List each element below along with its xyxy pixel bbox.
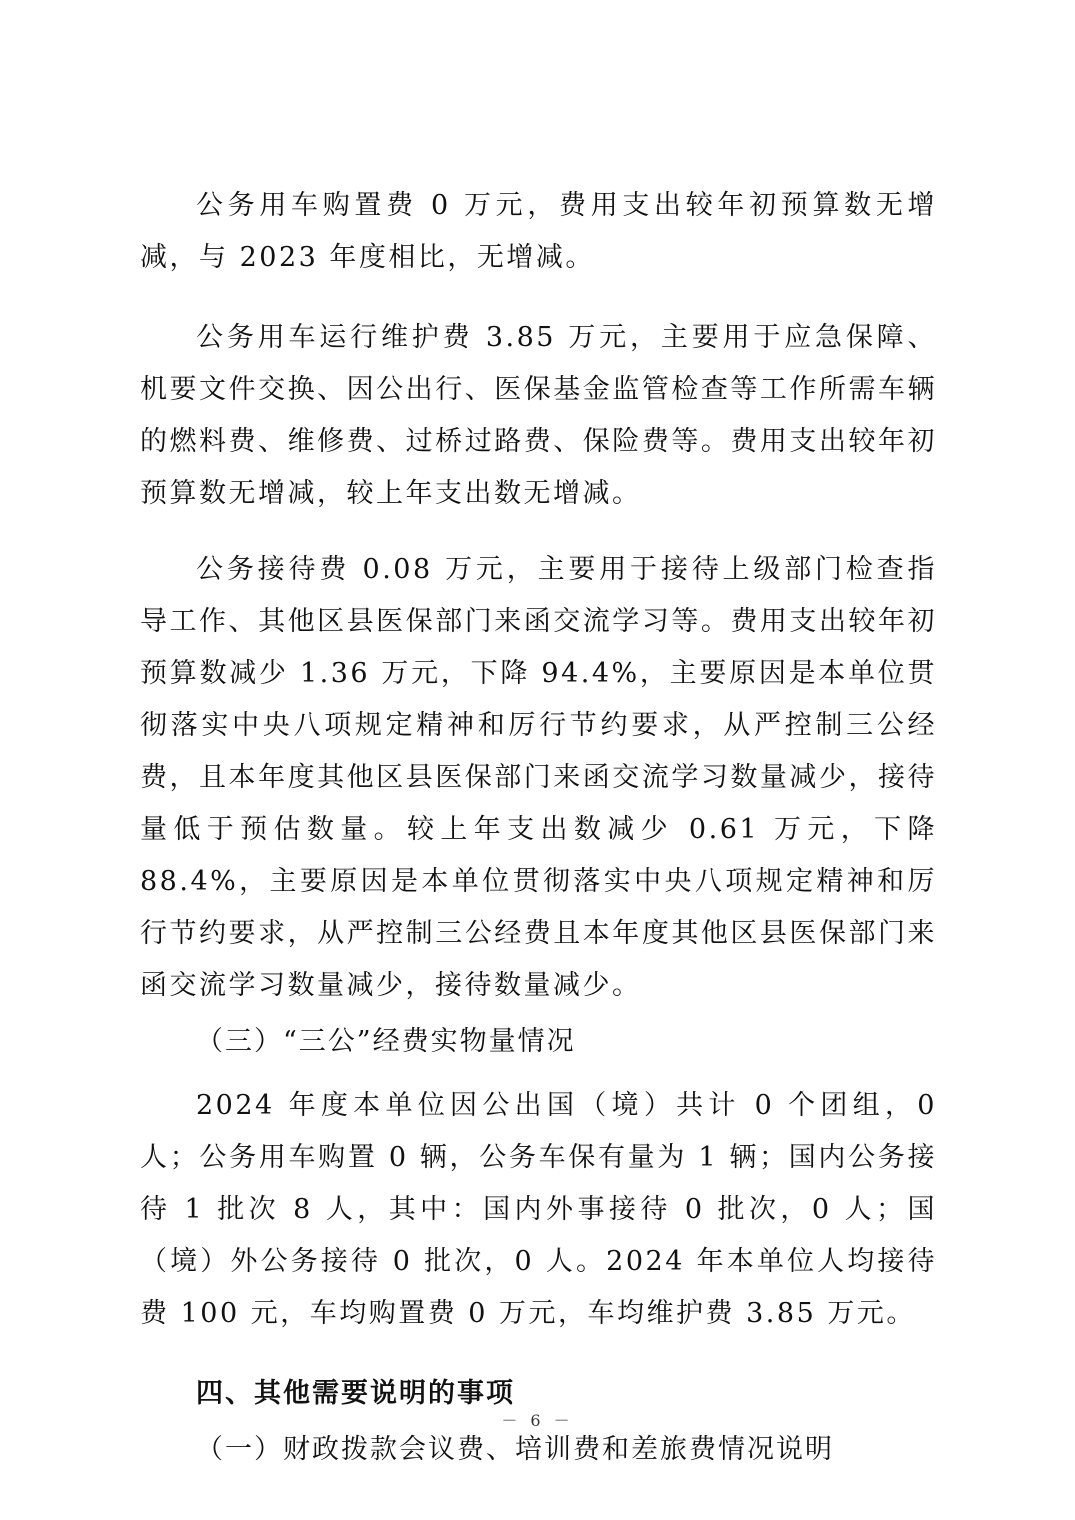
subheading-physical-quantity: （三）“三公”经费实物量情况 bbox=[196, 1026, 576, 1057]
paragraph-physical-quantity: 2024 年度本单位因公出国（境）共计 0 个团组，0 人；公务用车购置 0 辆，公务车保有量为 1 辆；国内公务接待 1 批次 8 人，其中：国内外事接待 0 批次，0 人；国（境）外公务接待 0 批次，0 人。2024 年本单位人均接待费 100 元，车均购置费 0 万元，车均维护费 3.85 万元。 bbox=[140, 1090, 937, 1329]
document-body bbox=[140, 180, 937, 1476]
section-heading-other-matters: 四、其他需要说明的事项 bbox=[196, 1378, 515, 1409]
page-number: － 6 － bbox=[501, 1411, 574, 1430]
paragraph-car-maintenance: 公务用车运行维护费 3.85 万元，主要用于应急保障、机要文件交换、因公出行、医保基金监管检查等工作所需车辆的燃料费、维修费、过桥过路费、保险费等。费用支出较年初预算数无增减，较上年支出数无增减。 bbox=[140, 322, 937, 509]
subheading-meeting-training-travel: （一）财政拨款会议费、培训费和差旅费情况说明 bbox=[196, 1434, 834, 1465]
paragraph-car-purchase: 公务用车购置费 0 万元，费用支出较年初预算数无增减，与 2023 年度相比，无增减。 bbox=[140, 190, 937, 273]
paragraph-reception: 公务接待费 0.08 万元，主要用于接待上级部门检查指导工作、其他区县医保部门来函交流学习等。费用支出较年初预算数减少 1.36 万元，下降 94.4%，主要原因是本单位贯彻落实中央八项规定精神和厉行节约要求，从严控制三公经费，且本年度其他区县医保部门来函交流学习数量减少，接待量低于预估数量。较上年支出数减少 0.61 万元，下降 88.4%，主要原因是本单位贯彻落实中央八项规定精神和厉行节约要求，从严控制三公经费且本年度其他区县医保部门来函交流学习数量减少，接待数量减少。 bbox=[140, 554, 937, 1001]
